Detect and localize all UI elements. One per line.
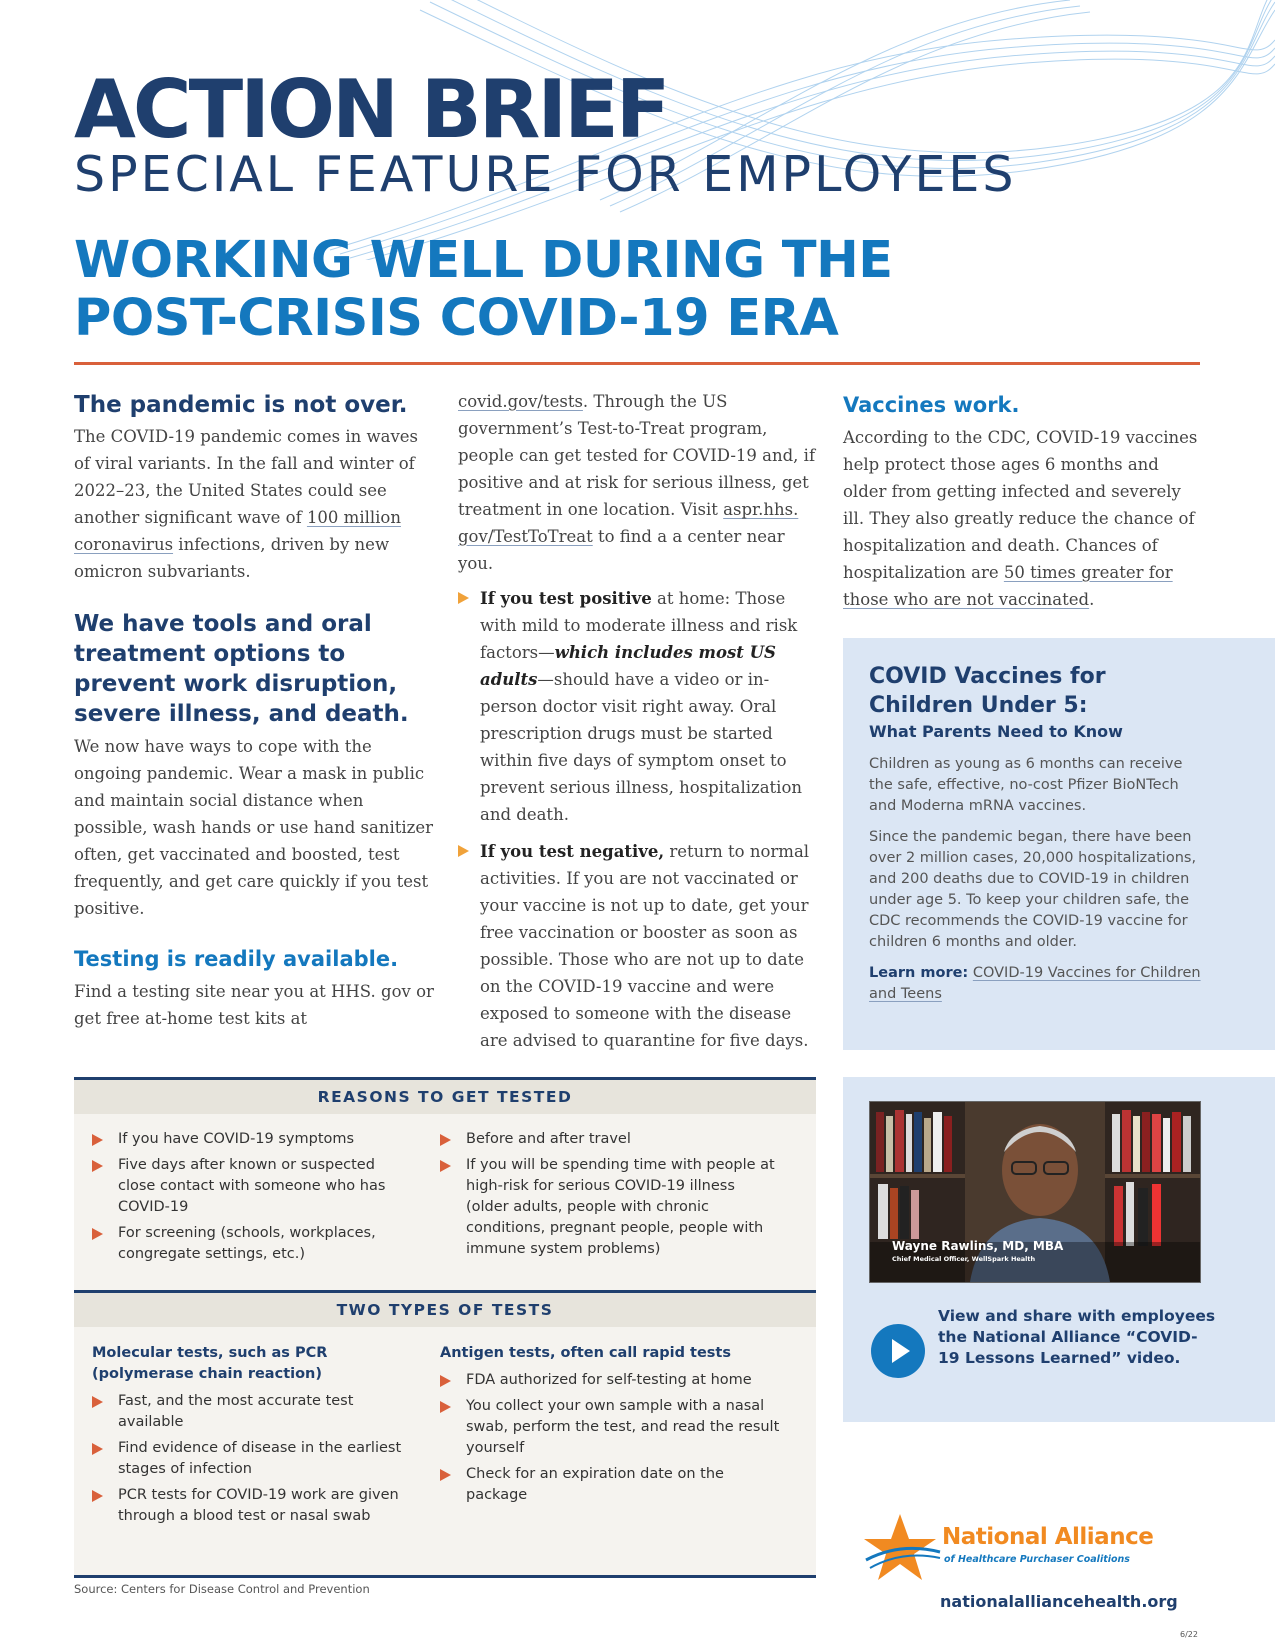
tests-heading: TWO TYPES OF TESTS [74, 1290, 816, 1327]
antigen-tests-heading: Antigen tests, often call rapid tests [440, 1345, 731, 1361]
triangle-bullet-icon [92, 1490, 103, 1502]
paragraph-text: According to the CDC, COVID-19 vaccines help protect those ages 6 months and older from getting infected and severely ill. They also greatly reduce the chance of hospitalization and death. Chances of hospitalization are [843, 428, 1198, 582]
brief-subtitle: SPECIAL FEATURE FOR EMPLOYEES [74, 146, 1017, 203]
list-item-text: For screening (schools, workplaces, congregate settings, etc.) [118, 1225, 376, 1262]
link-vaccines-children-teens[interactable]: COVID-19 Vaccines for Children and Teens [869, 965, 1201, 1002]
column-3 [843, 390, 1203, 613]
list-item-text: Before and after travel [466, 1131, 631, 1147]
list-item [440, 1129, 780, 1150]
testing-info-box [74, 1077, 816, 1577]
headline-line-1: WORKING WELL DURING THE [74, 231, 893, 290]
logo-name: National Alliance [942, 1524, 1154, 1550]
heading-vaccines-work: Vaccines work. [843, 393, 1020, 417]
website-url[interactable]: nationalalliancehealth.org [940, 1592, 1178, 1611]
national-alliance-logo[interactable] [860, 1520, 1200, 1590]
children-panel-subtitle: What Parents Need to Know [869, 722, 1123, 741]
bullet-test-positive [458, 585, 818, 828]
triangle-bullet-icon [458, 592, 469, 604]
list-item [92, 1485, 412, 1527]
link-covid-gov-tests[interactable]: covid.gov/tests [458, 392, 583, 411]
source-note: Source: Centers for Disease Control and Prevention [74, 1582, 370, 1596]
triangle-bullet-icon [92, 1396, 103, 1408]
heading-tools: We have tools and oral treatment options to prevent work disruption, severe illness, and death. [74, 611, 409, 727]
triangle-bullet-icon [92, 1134, 103, 1146]
heading-testing: Testing is readily available. [74, 947, 399, 971]
list-item-text: If you will be spending time with people at high-risk for serious COVID-19 illness (older adults, people with chronic conditions, pregnant people, people with immune system problems) [466, 1157, 775, 1257]
star-logo-icon [860, 1512, 942, 1582]
video-overlay-role: Chief Medical Officer, WellSpark Health [892, 1255, 1036, 1263]
paragraph-test-to-treat [458, 388, 818, 577]
molecular-tests-heading: Molecular tests, such as PCR (polymerase chain reaction) [92, 1345, 328, 1382]
paragraph-testing: Find a testing site near you at HHS. gov or get free at-home test kits at [74, 982, 434, 1028]
children-panel-paragraph-2: Since the pandemic began, there have been over 2 million cases, 20,000 hospitalizations, and 200 deaths due to COVID-19 in children under age 5. To keep your children safe, the CDC recommends the COVID-19 vaccine for children 6 months and older. [869, 829, 1197, 950]
paragraph-pandemic [74, 423, 434, 585]
link-100-million[interactable]: 100 million coronavirus [74, 508, 401, 554]
paragraph-vaccines [843, 424, 1203, 613]
list-item [92, 1391, 412, 1433]
logo-tagline: of Healthcare Purchaser Coalitions [944, 1554, 1130, 1565]
list-item-text: Check for an expiration date on the package [466, 1466, 724, 1503]
triangle-bullet-icon [440, 1375, 451, 1387]
bullet-bold: If you test negative, [480, 842, 665, 861]
learn-more-label: Learn more: [869, 965, 969, 981]
list-item-text: PCR tests for COVID-19 work are given through a blood test or nasal swab [118, 1487, 399, 1524]
paragraph-text: The COVID-19 pandemic comes in waves of viral variants. In the fall and winter of 2022–23, the United States could see another significant wave of [74, 427, 419, 527]
list-item-text: FDA authorized for self-testing at home [466, 1372, 752, 1388]
children-panel-paragraph-1: Children as young as 6 months can receive the safe, effective, no-cost Pfizer BioNTech and Moderna mRNA vaccines. [869, 756, 1183, 814]
paragraph-text: infections, driven by new omicron subvariants. [74, 535, 390, 581]
list-item [440, 1396, 780, 1459]
brief-title: ACTION BRIEF [74, 63, 668, 156]
video-overlay-name: Wayne Rawlins, MD, MBA [892, 1239, 1064, 1253]
triangle-bullet-icon [458, 845, 469, 857]
list-item [92, 1438, 412, 1480]
triangle-bullet-icon [440, 1134, 451, 1146]
children-panel-title: COVID Vaccines for Children Under 5: [869, 664, 1106, 718]
video-thumbnail[interactable] [869, 1101, 1201, 1283]
video-call-to-action[interactable]: View and share with employees the National Alliance “COVID-19 Lessons Learned” video. [938, 1307, 1216, 1367]
list-item-text: Find evidence of disease in the earliest stages of infection [118, 1440, 402, 1477]
heading-pandemic-not-over: The pandemic is not over. [74, 392, 408, 418]
triangle-bullet-icon [440, 1160, 451, 1172]
page-headline [74, 232, 1194, 348]
paragraph-tools: We now have ways to cope with the ongoing pandemic. Wear a mask in public and maintain social distance when possible, wash hands or use hand sanitizer often, get vaccinated and boosted, test frequently, and get care quickly if you test positive. [74, 737, 433, 918]
date-code: 6/22 [1180, 1630, 1198, 1639]
bullet-test-negative [458, 838, 818, 1054]
children-panel-content [869, 662, 1209, 1015]
paragraph-text: . [1089, 590, 1095, 609]
list-item-text: You collect your own sample with a nasal swab, perform the test, and read the result yourself [466, 1398, 780, 1456]
triangle-bullet-icon [92, 1443, 103, 1455]
triangle-bullet-icon [440, 1401, 451, 1413]
link-50-times[interactable]: 50 times greater for those who are not vaccinated [843, 563, 1173, 609]
bullet-text: —should have a video or in-person doctor visit right away. Oral prescription drugs must be started within five days of symptom onset to prevent serious illness, hospitalization and death. [480, 670, 803, 824]
list-item [440, 1155, 780, 1260]
list-item [440, 1464, 780, 1506]
list-item [92, 1155, 412, 1218]
bullet-italic: which includes most US adults [480, 643, 776, 689]
triangle-bullet-icon [92, 1160, 103, 1172]
column-1 [74, 390, 434, 1032]
bullet-text: return to normal activities. If you are not vaccinated or your vaccine is not up to date, get your free vaccination or booster as soon as possible. Those who are not up to date on the COVID-19 vaccine and were exposed to someone with the disease are advised to quarantine for five days. [480, 842, 810, 1050]
video-panel [843, 1077, 1275, 1422]
list-item-text: If you have COVID-19 symptoms [118, 1131, 355, 1147]
bullet-text: at home: Those with mild to moderate illness and risk factors— [480, 589, 798, 662]
reasons-list-left [92, 1129, 412, 1270]
list-item [92, 1223, 412, 1265]
link-test-to-treat[interactable]: aspr.hhs. gov/TestToTreat [458, 500, 799, 546]
molecular-tests-list [92, 1343, 412, 1532]
bullet-bold: If you test positive [480, 589, 652, 608]
list-item [440, 1370, 780, 1391]
headline-line-2: POST-CRISIS COVID-19 ERA [74, 289, 839, 348]
reasons-heading: REASONS TO GET TESTED [74, 1077, 816, 1114]
list-item-text: Five days after known or suspected close contact with someone who has COVID-19 [118, 1157, 386, 1215]
box-bottom-rule [74, 1575, 816, 1578]
list-item-text: Fast, and the most accurate test available [118, 1393, 354, 1430]
paragraph-text: to find a a center near you. [458, 527, 785, 573]
triangle-bullet-icon [92, 1228, 103, 1240]
header-divider [74, 362, 1200, 365]
play-icon[interactable] [871, 1324, 925, 1378]
children-vaccine-panel [843, 638, 1275, 1050]
triangle-bullet-icon [440, 1469, 451, 1481]
paragraph-text: . Through the US government’s Test-to-Treat program, people can get tested for COVID-19 and, if positive and at risk for serious illness, get treatment in one location. Visit [458, 392, 816, 519]
reasons-list-right [440, 1129, 780, 1265]
list-item [92, 1129, 412, 1150]
column-2 [458, 388, 818, 1054]
children-panel-learn-more [869, 963, 1209, 1005]
antigen-tests-list [440, 1343, 780, 1511]
